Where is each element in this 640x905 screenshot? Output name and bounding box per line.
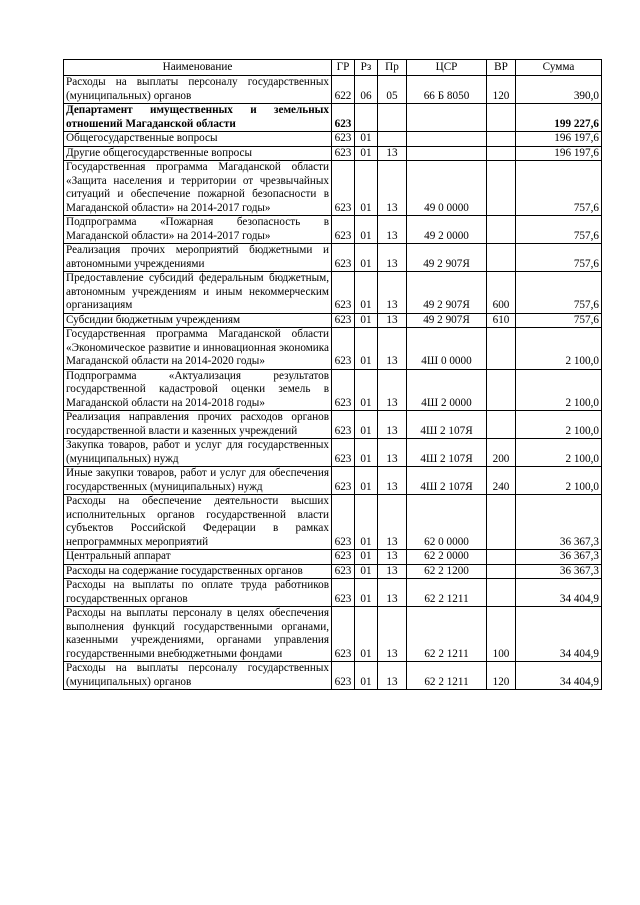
cell-vr: 240 [487,467,516,495]
cell-rz: 01 [355,132,378,147]
cell-vr [487,132,516,147]
cell-name: Расходы на содержание государственных органов [64,564,332,579]
cell-gr: 623 [332,313,355,328]
cell-sum: 2 100,0 [516,411,602,439]
cell-vr [487,579,516,607]
cell-sum: 2 100,0 [516,328,602,370]
cell-gr: 623 [332,328,355,370]
cell-rz: 01 [355,439,378,467]
cell-name: Государственная программа Магаданской области «Защита населения и территории от чрезвычайных ситуаций и обеспечение пожарной безопасности в Магаданской области» на 2014-2017 годы» [64,161,332,216]
cell-rz: 01 [355,328,378,370]
cell-rz: 01 [355,564,378,579]
cell-csr: 49 2 0000 [407,216,487,244]
cell-pr: 13 [378,579,407,607]
cell-gr: 623 [332,607,355,662]
cell-vr [487,161,516,216]
table-row [64,467,602,495]
cell-rz: 01 [355,244,378,272]
cell-vr: 610 [487,313,516,328]
table-row [64,272,602,314]
cell-csr [407,104,487,132]
cell-name: Расходы на выплаты персоналу государственных (муниципальных) органов [64,76,332,104]
cell-sum: 196 197,6 [516,146,602,161]
table-row [64,132,602,147]
cell-rz: 01 [355,369,378,411]
cell-pr [378,104,407,132]
cell-csr: 62 2 1211 [407,579,487,607]
table-row [64,411,602,439]
cell-pr: 13 [378,662,407,690]
cell-csr: 4Ш 2 107Я [407,439,487,467]
table-body [64,76,602,690]
cell-vr: 120 [487,76,516,104]
cell-pr: 13 [378,467,407,495]
cell-vr [487,550,516,565]
cell-pr: 13 [378,439,407,467]
cell-rz: 01 [355,161,378,216]
cell-vr [487,369,516,411]
cell-rz: 06 [355,76,378,104]
cell-rz: 01 [355,272,378,314]
cell-rz: 01 [355,411,378,439]
cell-gr: 623 [332,439,355,467]
cell-name: Реализация прочих мероприятий бюджетными и автономными учреждениями [64,244,332,272]
cell-rz: 01 [355,662,378,690]
cell-rz [355,104,378,132]
cell-vr [487,564,516,579]
cell-csr: 4Ш 2 107Я [407,467,487,495]
cell-sum: 757,6 [516,313,602,328]
cell-csr: 66 Б 8050 [407,76,487,104]
cell-sum: 34 404,9 [516,607,602,662]
cell-rz: 01 [355,467,378,495]
cell-csr: 62 2 1211 [407,662,487,690]
header-rz: Рз [355,60,378,76]
cell-csr: 49 2 907Я [407,313,487,328]
table-row [64,244,602,272]
cell-gr: 623 [332,216,355,244]
cell-gr: 623 [332,579,355,607]
cell-pr: 05 [378,76,407,104]
cell-pr: 13 [378,244,407,272]
table-row [64,161,602,216]
cell-vr [487,328,516,370]
cell-pr: 13 [378,328,407,370]
cell-csr: 49 2 907Я [407,272,487,314]
cell-pr: 13 [378,272,407,314]
cell-gr: 623 [332,272,355,314]
cell-csr: 62 2 1200 [407,564,487,579]
cell-pr [378,132,407,147]
cell-name: Расходы на выплаты персоналу в целях обеспечения выполнения функций государственными органами, казенными учреждениями, органами управления государственными внебюджетными фондами [64,607,332,662]
cell-sum: 36 367,3 [516,564,602,579]
cell-pr: 13 [378,313,407,328]
cell-name: Расходы на выплаты персоналу государственных (муниципальных) органов [64,662,332,690]
cell-rz: 01 [355,313,378,328]
cell-name: Центральный аппарат [64,550,332,565]
cell-name: Расходы на выплаты по оплате труда работников государственных органов [64,579,332,607]
cell-sum: 390,0 [516,76,602,104]
cell-pr: 13 [378,411,407,439]
cell-rz: 01 [355,579,378,607]
header-gr: ГР [332,60,355,76]
cell-sum: 757,6 [516,272,602,314]
cell-pr: 13 [378,550,407,565]
cell-pr: 13 [378,564,407,579]
cell-sum: 2 100,0 [516,369,602,411]
cell-vr [487,495,516,550]
table-row [64,369,602,411]
cell-gr: 623 [332,104,355,132]
cell-gr: 623 [332,132,355,147]
cell-rz: 01 [355,216,378,244]
cell-pr: 13 [378,146,407,161]
cell-name: Общегосударственные вопросы [64,132,332,147]
cell-gr: 623 [332,550,355,565]
cell-name: Реализация направления прочих расходов органов государственной власти и казенных учреждений [64,411,332,439]
cell-vr [487,244,516,272]
cell-name: Закупка товаров, работ и услуг для государственных (муниципальных) нужд [64,439,332,467]
cell-csr [407,132,487,147]
table-row [64,495,602,550]
cell-sum: 757,6 [516,244,602,272]
cell-csr: 4Ш 2 0000 [407,369,487,411]
cell-sum: 36 367,3 [516,550,602,565]
cell-csr: 49 0 0000 [407,161,487,216]
table-row [64,607,602,662]
cell-sum: 196 197,6 [516,132,602,147]
cell-pr: 13 [378,216,407,244]
cell-sum: 34 404,9 [516,662,602,690]
cell-csr: 62 2 1211 [407,607,487,662]
cell-name: Государственная программа Магаданской области «Экономическое развитие и инновационная экономика Магаданской области на 2014-2020 годы» [64,328,332,370]
cell-csr: 4Ш 2 107Я [407,411,487,439]
cell-gr: 623 [332,411,355,439]
cell-csr: 62 2 0000 [407,550,487,565]
table-row [64,216,602,244]
cell-name: Субсидии бюджетным учреждениям [64,313,332,328]
cell-vr: 100 [487,607,516,662]
header-name: Наименование [64,60,332,76]
cell-csr: 62 0 0000 [407,495,487,550]
table-row [64,104,602,132]
cell-vr [487,104,516,132]
cell-sum: 34 404,9 [516,579,602,607]
cell-pr: 13 [378,161,407,216]
cell-sum: 757,6 [516,161,602,216]
cell-name: Иные закупки товаров, работ и услуг для обеспечения государственных (муниципальных) нужд [64,467,332,495]
cell-pr: 13 [378,369,407,411]
cell-csr: 4Ш 0 0000 [407,328,487,370]
cell-csr [407,146,487,161]
table-row [64,439,602,467]
cell-name: Подпрограмма «Актуализация результатов государственной кадастровой оценки земель в Магаданской области на 2014-2018 годы» [64,369,332,411]
table-row [64,579,602,607]
cell-sum: 757,6 [516,216,602,244]
cell-pr: 13 [378,607,407,662]
cell-name: Департамент имущественных и земельных отношений Магаданской области [64,104,332,132]
table-row [64,662,602,690]
cell-vr [487,411,516,439]
table-row [64,146,602,161]
cell-sum: 2 100,0 [516,467,602,495]
table-row [64,550,602,565]
cell-csr: 49 2 907Я [407,244,487,272]
cell-sum: 199 227,6 [516,104,602,132]
cell-pr: 13 [378,495,407,550]
cell-gr: 623 [332,564,355,579]
cell-vr: 200 [487,439,516,467]
cell-vr: 600 [487,272,516,314]
cell-gr: 623 [332,467,355,495]
header-pr: Пр [378,60,407,76]
cell-gr: 622 [332,76,355,104]
cell-gr: 623 [332,161,355,216]
budget-table [63,59,602,690]
cell-gr: 623 [332,369,355,411]
cell-gr: 623 [332,662,355,690]
table-row [64,328,602,370]
header-sum: Сумма [516,60,602,76]
table-header [64,60,602,76]
cell-rz: 01 [355,146,378,161]
cell-vr [487,146,516,161]
cell-name: Предоставление субсидий федеральным бюджетным, автономным учреждениям и иным некоммерческим организациям [64,272,332,314]
cell-gr: 623 [332,244,355,272]
cell-sum: 36 367,3 [516,495,602,550]
cell-vr [487,216,516,244]
table-row [64,76,602,104]
cell-rz: 01 [355,550,378,565]
cell-gr: 623 [332,146,355,161]
cell-name: Расходы на обеспечение деятельности высших исполнительных органов государственной власти субъектов Российской Федерации в рамках непрограммных мероприятий [64,495,332,550]
cell-rz: 01 [355,607,378,662]
cell-rz: 01 [355,495,378,550]
table-row [64,564,602,579]
cell-sum: 2 100,0 [516,439,602,467]
header-csr: ЦСР [407,60,487,76]
cell-gr: 623 [332,495,355,550]
table-row [64,313,602,328]
cell-name: Подпрограмма «Пожарная безопасность в Магаданской области» на 2014-2017 годы» [64,216,332,244]
cell-vr: 120 [487,662,516,690]
cell-name: Другие общегосударственные вопросы [64,146,332,161]
header-vr: ВР [487,60,516,76]
